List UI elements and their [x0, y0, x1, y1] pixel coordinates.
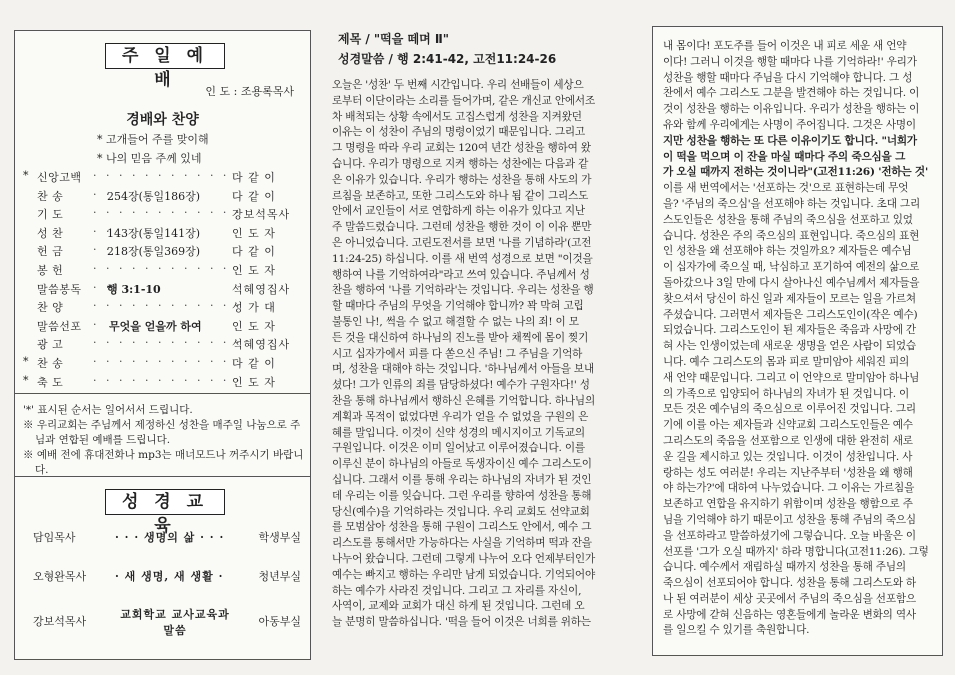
article-line: 주셨습니다. 그러면서 제자들은 그리스도인이(작은 예수) [663, 308, 918, 321]
article-line: 모든 것은 예수님의 죽으심으로 이루어진 것입니다. 그리 [663, 403, 916, 416]
order-name: 헌 금 [37, 245, 64, 259]
order-row [23, 374, 308, 393]
order-row [23, 318, 308, 337]
order-row [23, 169, 308, 188]
order-content: 143장(통일141장) [107, 226, 201, 240]
note-standing: '*' 표시된 순서는 일어서서 드립니다. [23, 404, 193, 416]
article-line: 인 성찬을 왜 선포해야 하는 것일까요? 제자들은 예수님 [663, 245, 912, 258]
department: 아동부실 [258, 615, 301, 628]
article-line: 습니다. 예수께서 재림하실 때까지 성찬을 통해 주님의 [663, 561, 906, 574]
order-person: 성 가 대 [232, 301, 276, 315]
article-line: 11:24-25) 하십니다. 이를 새 번역 성경으로 보면 "이것을 [332, 252, 593, 265]
article-line: 이 십자가에 죽으실 때, 낙심하고 포기하여 예전의 삶으로 [663, 261, 920, 274]
article-line: 하는 예수가 사라진 것입니다. 그리고 그 자리를 자신이, [332, 584, 582, 597]
article-line: 를 일으킬 수 있기를 축원합니다. [663, 624, 810, 637]
article-line: 돌아갔으나 3일 만에 다시 살아나신 예수님께서 제자들을 [663, 276, 920, 289]
order-content: 무엇을 얻을까 하여 [109, 319, 202, 333]
article-line: 지만 성찬을 행하는 또 다른 이유이기도 합니다. "너희가 [663, 134, 917, 147]
order-dots: · · · · · · · · · · · · [93, 373, 243, 387]
article-line: 되었습니다. 그리스도인이 된 제자들은 죽음과 사망에 간 [663, 324, 916, 337]
article-line: 예수는 빠지고 행하는 우리만 남게 되었습니다. 기억되어야 [332, 568, 595, 581]
order-dots: · · · · · · · · · · · · [93, 206, 243, 220]
article-line: 야 하는가?'에 대하여 나누었습니다. 그 이유는 가르침을 [663, 482, 915, 495]
article-line: 기에 이를 아는 제자들과 신약교회 그리스도인들은 예수 [663, 419, 913, 432]
article-line: 셨다! 그가 인류의 죄를 담당하셨다! 예수가 구원자다!' 성 [332, 379, 590, 392]
article-line: 선포를 '그가 오실 때까지' 하라 명합니다(고전11:26). 그렇 [663, 545, 929, 558]
article-line: 차 배척되는 상황 속에서도 고집스럽게 성찬을 지켜왔던 [332, 110, 582, 123]
article-line: 늘 분명히 말씀하십니다. '떡을 들어 이것은 너희를 위하는 [332, 616, 591, 629]
order-dots: · · · · · · · · · · · · [93, 354, 243, 368]
order-name: 성 찬 [37, 226, 64, 240]
teacher: 담임목사 [33, 531, 76, 544]
article-line: 당신(예수)을 기억하라는 것입니다. 우리 교회도 선약교회 [332, 505, 590, 518]
article-line: 혀 사는 인생이었는데 새로운 생명을 얻은 사람이 되었습 [663, 340, 916, 353]
article-line: 이다! 그러니 이것을 행할 때마다 나를 기억하라!' 우리가 [663, 55, 917, 68]
article-line: 데 우리는 이를 잊습니다. 그런 우리를 향하여 성찬을 통해 [332, 489, 592, 502]
praise-song-1: * 고개들어 주를 맞이해 [97, 133, 209, 146]
article-line: 든 것을 대신하여 하나님의 진노를 받아 채찍에 몸이 찢기 [332, 331, 589, 344]
order-row [23, 188, 308, 207]
order-name: 기 도 [37, 208, 64, 222]
section-divider [15, 476, 310, 477]
order-row [23, 281, 308, 300]
article-line: 르침을 보존하고, 또한 그리스도와 하나 됨 같이 그리스도 [332, 189, 589, 202]
order-dots: · · · · · · · · · · · · [93, 261, 243, 275]
order-dots: · · [93, 280, 113, 294]
article-line: 주 말씀드렸습니다. 그런데 성찬을 행한 것이 이 이유 뿐만 [332, 221, 592, 234]
sermon-body [332, 78, 620, 631]
article-line: 계획과 목적이 없었다면 우리가 얻을 수 없었을 구원의 은 [332, 410, 589, 423]
article-line: 성찬을 행할 때마다 주님을 다시 기억해야 합니다. 그 성 [663, 71, 913, 84]
order-dots: · [93, 317, 100, 331]
article-line: 그 명령을 따라 우리 교회는 120여 년간 성찬을 행하여 왔 [332, 142, 591, 155]
order-person: 다 같 이 [232, 171, 276, 184]
article-line: 로 사망에 갇혀 신음하는 영혼들에게 놀라운 변화의 역사 [663, 608, 916, 621]
article-line: 을? '주님의 죽으심'을 선포해야 하는 것입니다. 초대 그리 [663, 197, 920, 210]
article-line: 새 언약 때문입니다. 그리고 이 언약으로 말미암아 하나님 [663, 371, 920, 384]
order-content: 218장(통일369장) [107, 245, 201, 259]
article-line: 찬에서 예수 그리스도 그분을 발견해야 하는 것입니다. 이 [663, 87, 920, 100]
order-dots: · · · · · · · · · · · · [93, 336, 243, 350]
article-line: 찬을 행하여 '나를 기억하라'는 것입니다. 우리는 성찬을 행 [332, 284, 594, 297]
order-mark: * [23, 373, 29, 387]
topic: · · · 생명의 삶 · · · [115, 531, 225, 544]
article-line: 이유는 이 성찬이 주님의 명령이었기 때문입니다. 그리고 [332, 126, 585, 139]
article-line: 며, 성찬을 대해야 하는 것입니다. '하나님께서 아들을 보내 [332, 363, 594, 376]
sermon-body-continued [663, 39, 935, 639]
section-divider [15, 393, 310, 394]
worship-title: 주 일 예 배 [105, 43, 225, 69]
department: 학생부실 [258, 531, 301, 544]
order-person: 석혜영집사 [232, 282, 291, 296]
article-line: 나 된 여러분이 세상 곳곳에서 주님의 죽으심을 선포함으 [663, 592, 916, 605]
order-name: 찬 송 [37, 189, 64, 203]
article-line: 스도인들은 성찬을 통해 주님의 죽으심을 선포하고 있었 [663, 213, 913, 226]
order-row [23, 299, 308, 318]
order-person: 다 같 이 [232, 189, 276, 203]
sermon-article-part1 [330, 28, 620, 653]
order-name: 말씀봉독 [37, 282, 82, 296]
order-dots: · · [93, 224, 113, 238]
article-line: 찬을 통해 하나님께서 행하신 은혜를 기억합니다. 하나님의 [332, 394, 595, 407]
order-name: 찬 양 [37, 301, 64, 315]
order-dots: · · · · · · · · · · · · [93, 299, 243, 313]
order-name: 찬 송 [37, 356, 64, 370]
order-person: 인 도 자 [232, 263, 276, 277]
article-line: 가 오실 때까지 전하는 것이니라"(고전11:26) '전하는 것' [663, 166, 928, 179]
sermon-reference: 성경말씀 / 행 2:41-42, 고전11:24-26 [338, 52, 557, 66]
order-mark: * [23, 169, 29, 182]
order-row [23, 336, 308, 355]
article-line: 니다. 예수 그리스도의 몸과 피로 말미암아 세워진 피의 [663, 355, 910, 368]
order-row [23, 355, 308, 374]
order-dots: · · [93, 187, 113, 201]
article-line: 은 아니었습니다. 고린도전서를 보면 '나를 기념하라'(고전 [332, 236, 592, 249]
order-row [23, 225, 308, 244]
article-line: 이루신 분이 하나님의 아들로 독생자이신 예수 그리스도이 [332, 458, 592, 471]
article-line: 내 몸이다! 포도주를 들어 이것은 내 피로 세운 새 언약 [663, 40, 907, 52]
article-line: 을 선포하라고 말씀하셨기에 그렇습니다. 오늘 바울은 이 [663, 529, 916, 542]
article-line: 를 모범삼아 성찬을 통해 구원이 그리스도 안에서, 예수 그 [332, 521, 592, 534]
worship-order-list [23, 169, 308, 392]
worship-order-panel [14, 30, 311, 660]
order-person: 석혜영집사 [232, 338, 291, 352]
article-line: 로부터 이단이라는 소리를 들어가며, 같은 개신교 안에서조 [332, 94, 595, 107]
order-name: 봉 헌 [37, 263, 64, 277]
article-line: 이를 새 번역에서는 '선포하는 것'으로 표현하는데 무엇 [663, 182, 909, 195]
article-line: 님을 기억해야 하기 때문이고 성찬을 통해 주님의 죽으심 [663, 513, 916, 526]
article-line: 리스도를 통해서만 가능하다는 사실을 기억하며 떡과 잔을 [332, 537, 592, 550]
notes-section [23, 403, 305, 478]
order-person: 강보석목사 [232, 208, 291, 222]
article-line: 오늘은 '성찬' 두 번째 시간입니다. 우리 선배들이 세상으 [332, 79, 584, 91]
article-line: 불통인 나!, 썩을 수 없고 해결할 수 없는 나의 죄! 이 모 [332, 315, 579, 328]
preacher-label: 인 도 : 조용록목사 [205, 85, 294, 98]
service-heading: 경배와 찬양 [126, 112, 199, 128]
article-line: 시고 십자가에서 피를 다 쏟으신 주님! 그 주님을 기억하 [332, 347, 583, 360]
article-line: 혜를 말입니다. 이것이 신약 성경의 메시지이고 기독교의 [332, 426, 585, 439]
education-title: 성 경 교 육 [105, 489, 225, 515]
order-name: 말씀선포 [37, 319, 82, 333]
order-name: 축 도 [37, 375, 64, 389]
article-line: 찾으셔서 당신이 하신 일과 제자들이 모르는 일을 가르쳐 [663, 292, 916, 305]
order-person: 인 도 자 [232, 375, 276, 389]
article-line: 것이 성찬을 행하는 이유입니다. 우리가 성찬을 행하는 이 [663, 103, 920, 116]
article-line: 유와 함께 우리에게는 사명이 주어집니다. 그것은 사명이 [663, 118, 916, 131]
order-name: 광 고 [37, 338, 64, 352]
article-line: 십니다. 그래서 이를 통해 우리는 하나님의 자녀가 된 것인 [332, 473, 592, 486]
article-line: 사역이, 교제와 교회가 대신 하게 된 것입니다. 그런데 오 [332, 600, 585, 613]
topic: 교회학교 교사교육과 말씀 [120, 608, 230, 637]
article-line: 죽으심이 선포되어야 합니다. 성찬을 통해 그리스도와 하 [663, 577, 916, 590]
article-line: 의 가족으로 입양되어 하나님의 자녀가 된 것입니다. 이 [663, 387, 910, 400]
order-content: 254장(통일186장) [107, 189, 201, 203]
order-content: 행 3:1-10 [107, 282, 161, 296]
note-phone: ※ 예배 전에 휴대전화나 mp3는 매너모드나 꺼주시기 바랍니다. [23, 449, 304, 476]
praise-song-2: * 나의 믿음 주께 있네 [97, 152, 202, 165]
teacher: 오형완목사 [33, 570, 87, 583]
article-line: 구원입니다. 이것은 이미 일어났고 이루어졌습니다. 이를 [332, 442, 585, 455]
teacher: 강보석목사 [33, 615, 87, 628]
article-line: 이 떡을 먹으며 이 잔을 마실 때마다 주의 죽으심을 그 [663, 150, 906, 163]
order-name: 신앙고백 [37, 171, 82, 184]
sermon-title: 제목 / "떡을 떼며 Ⅱ" [338, 32, 450, 46]
article-line: 안에서 교인들이 서로 연합하게 하는 이유가 있다고 지난 [332, 205, 585, 218]
article-line: 은 이유가 있습니다. 우리가 행하는 성찬을 통해 사도의 가 [332, 173, 592, 186]
article-line: 습니다. 우리가 명령으로 지켜 행하는 성찬에는 다음과 같 [332, 157, 589, 170]
order-person: 인 도 자 [232, 319, 276, 333]
order-person: 다 같 이 [232, 356, 276, 370]
article-line: 할 때마다 주님의 무엇을 기억해야 합니까? 꽉 막혀 고립 [332, 300, 584, 313]
sermon-article-part2 [652, 26, 943, 656]
order-row [23, 206, 308, 225]
article-line: 그리스도의 죽음을 선포함으로 인생에 대한 완전히 새로 [663, 434, 913, 447]
order-row [23, 262, 308, 281]
order-row [23, 243, 308, 262]
department: 청년부실 [258, 570, 301, 583]
article-line: 행하여 나를 기억하여라"라고 쓰여 있습니다. 주님께서 성 [332, 268, 590, 281]
order-mark: * [23, 354, 29, 368]
order-person: 다 같 이 [232, 245, 276, 259]
order-person: 인 도 자 [232, 226, 276, 240]
topic: · 새 생명, 새 생활 · [115, 570, 224, 583]
article-line: 습니다. 성찬은 주의 죽으심의 표현입니다. 죽으심의 표현 [663, 229, 920, 242]
article-line: 보존하고 연합을 유지하기 위함이며 성찬을 행함으로 주 [663, 498, 913, 511]
note-communion: ※ 우리교회는 주님께서 제정하신 성찬을 매주일 나눔으로 주님과 연합된 예배를 드립니다. [23, 419, 301, 446]
article-line: 랑하는 성도 여러분! 우리는 지난주부터 '성찬을 왜 행해 [663, 466, 913, 479]
article-line: 나누어 왔습니다. 그런데 그렇게 나누어 오다 언제부터인가 [332, 552, 595, 565]
article-line: 운 길을 제시하고 있는 것입니다. 이것이 성찬입니다. 사 [663, 450, 913, 463]
order-dots: · · [93, 243, 113, 257]
order-dots: · · · · · · · · · · · · [93, 169, 243, 182]
